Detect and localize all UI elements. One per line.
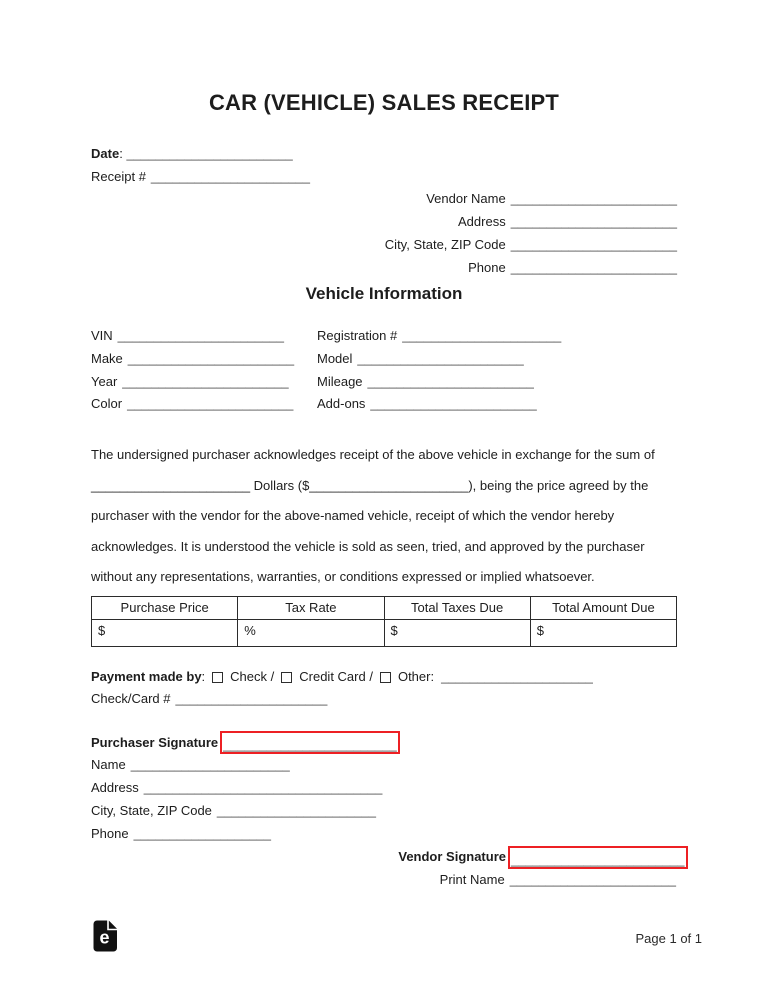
vendor-name-blank-line: _______________________ <box>510 191 677 207</box>
date-blank-line: _______________________ <box>126 146 293 161</box>
vendor-name-row <box>91 188 677 211</box>
color-blank-line: _______________________ <box>127 396 294 412</box>
registration-field <box>317 325 677 348</box>
make-label: Make <box>91 350 123 366</box>
vendor-address-label: Address <box>458 214 506 230</box>
model-blank-line: _______________________ <box>357 350 524 366</box>
vehicle-info-grid <box>91 325 677 416</box>
agreement-line-5: without any representations, warranties, or conditions expressed or implied whatsoever. <box>91 569 595 585</box>
tax-rate-header: Tax Rate <box>238 596 384 619</box>
check-card-number-row <box>91 688 677 711</box>
vendor-print-name-label: Print Name <box>439 871 505 887</box>
purchaser-address-blank-line: _________________________________ <box>143 780 383 796</box>
date-label: Date <box>91 146 120 161</box>
vendor-address-blank-line: _______________________ <box>510 214 677 230</box>
vendor-address-row <box>91 211 677 234</box>
year-blank-line: _______________________ <box>122 373 289 389</box>
vendor-signature-row <box>91 845 685 869</box>
add-ons-blank-line: _______________________ <box>370 396 537 412</box>
vehicle-row-1 <box>91 325 677 348</box>
totals-value-row <box>92 619 677 646</box>
purchaser-block <box>91 731 677 845</box>
color-label: Color <box>91 396 123 412</box>
check-option-label: Check / <box>230 668 275 684</box>
registration-label: Registration # <box>317 328 398 344</box>
date-separator: : <box>119 146 123 161</box>
eforms-logo-icon <box>93 920 118 955</box>
purchaser-signature-row <box>91 731 677 755</box>
date-row <box>91 143 677 166</box>
vendor-signature-block <box>91 845 685 891</box>
vehicle-row-4 <box>91 393 677 416</box>
other-option-label: Other: <box>397 668 435 684</box>
purchaser-city-state-zip-row <box>91 800 677 823</box>
vendor-city-state-zip-label: City, State, ZIP Code <box>384 236 506 252</box>
vin-label: VIN <box>91 328 113 344</box>
purchaser-phone-row <box>91 823 677 846</box>
date-receipt-block <box>91 143 677 188</box>
vin-blank-line: _______________________ <box>117 328 284 344</box>
receipt-number-blank-line: ______________________ <box>150 168 310 184</box>
receipt-number-label: Receipt # <box>91 168 146 184</box>
purchaser-address-label: Address <box>91 780 139 796</box>
purchaser-signature-blank-line: ________________________ <box>223 737 397 753</box>
purchaser-name-label: Name <box>91 757 126 773</box>
vendor-phone-blank-line: _______________________ <box>510 259 677 275</box>
payment-made-by-label: Payment made by: <box>91 668 206 684</box>
totals-header-row <box>92 596 677 619</box>
model-label: Model <box>317 350 353 366</box>
agreement-line-4: acknowledges. It is understood the vehicle is sold as seen, tried, and approved by the purchaser <box>91 538 645 554</box>
make-field <box>91 348 317 371</box>
page-number: Page 1 of 1 <box>635 931 702 946</box>
vendor-phone-label: Phone <box>468 259 506 275</box>
tax-rate-cell: % <box>238 619 384 646</box>
other-blank-line: _____________________ <box>441 668 593 684</box>
purchaser-phone-label: Phone <box>91 825 129 841</box>
agreement-line-3: purchaser with the vendor for the above-named vehicle, receipt of which the vendor hereby <box>91 508 615 524</box>
mileage-label: Mileage <box>317 373 363 389</box>
purchase-price-cell: $ <box>92 619 238 646</box>
add-ons-label: Add-ons <box>317 396 366 412</box>
page-title: CAR (VEHICLE) SALES RECEIPT <box>208 90 560 115</box>
totals-table <box>91 596 677 647</box>
total-taxes-due-cell: $ <box>384 619 530 646</box>
agreement-line-1: The undersigned purchaser acknowledges receipt of the above vehicle in exchange for the sum of <box>91 447 655 463</box>
credit-card-checkbox[interactable] <box>281 672 292 683</box>
vendor-signature-label: Vendor Signature <box>398 849 506 865</box>
year-label: Year <box>91 373 118 389</box>
vehicle-row-3 <box>91 371 677 394</box>
purchaser-signature-field[interactable] <box>220 731 400 754</box>
payment-method-row <box>91 666 677 689</box>
vendor-city-state-zip-row <box>91 234 677 257</box>
total-amount-due-header: Total Amount Due <box>530 596 676 619</box>
receipt-number-row <box>91 166 677 189</box>
agreement-paragraph <box>91 440 677 593</box>
purchaser-address-row <box>91 777 677 800</box>
vendor-phone-row <box>91 257 677 280</box>
vendor-signature-blank-line: ________________________ <box>511 851 685 867</box>
purchaser-city-state-zip-label: City, State, ZIP Code <box>91 802 212 818</box>
other-checkbox[interactable] <box>380 672 391 683</box>
purchase-price-header: Purchase Price <box>92 596 238 619</box>
vendor-city-state-zip-blank-line: _______________________ <box>510 236 677 252</box>
check-card-number-blank-line: _____________________ <box>175 691 328 707</box>
check-checkbox[interactable] <box>212 672 223 683</box>
model-field <box>317 348 677 371</box>
mileage-blank-line: _______________________ <box>367 373 534 389</box>
vin-field <box>91 325 317 348</box>
check-card-number-label: Check/Card # <box>91 691 171 707</box>
purchaser-city-state-zip-blank-line: ______________________ <box>216 802 376 818</box>
year-field <box>91 371 317 394</box>
vendor-name-label: Vendor Name <box>426 191 506 207</box>
make-blank-line: _______________________ <box>127 350 295 366</box>
purchaser-signature-label: Purchaser Signature <box>91 734 219 750</box>
total-amount-due-cell: $ <box>530 619 676 646</box>
vendor-info-block <box>91 188 677 279</box>
purchaser-phone-blank-line: ___________________ <box>133 825 271 841</box>
vendor-print-name-row <box>91 869 676 892</box>
logo-letter: e <box>99 927 110 948</box>
credit-card-option-label: Credit Card / <box>299 668 373 684</box>
purchaser-name-row <box>91 754 677 777</box>
vehicle-information-heading: Vehicle Information <box>305 284 463 304</box>
color-field <box>91 393 317 416</box>
vehicle-row-2 <box>91 348 677 371</box>
registration-blank-line: ______________________ <box>402 328 562 344</box>
total-taxes-due-header: Total Taxes Due <box>384 596 530 619</box>
agreement-line-2: ______________________ Dollars ($______________________), being the price agreed by the <box>91 477 649 493</box>
add-ons-field <box>317 393 677 416</box>
mileage-field <box>317 371 677 394</box>
vendor-signature-field[interactable] <box>508 846 688 869</box>
vendor-print-name-blank-line: _______________________ <box>509 871 676 887</box>
payment-block <box>91 666 677 711</box>
purchaser-name-blank-line: ______________________ <box>130 757 290 773</box>
